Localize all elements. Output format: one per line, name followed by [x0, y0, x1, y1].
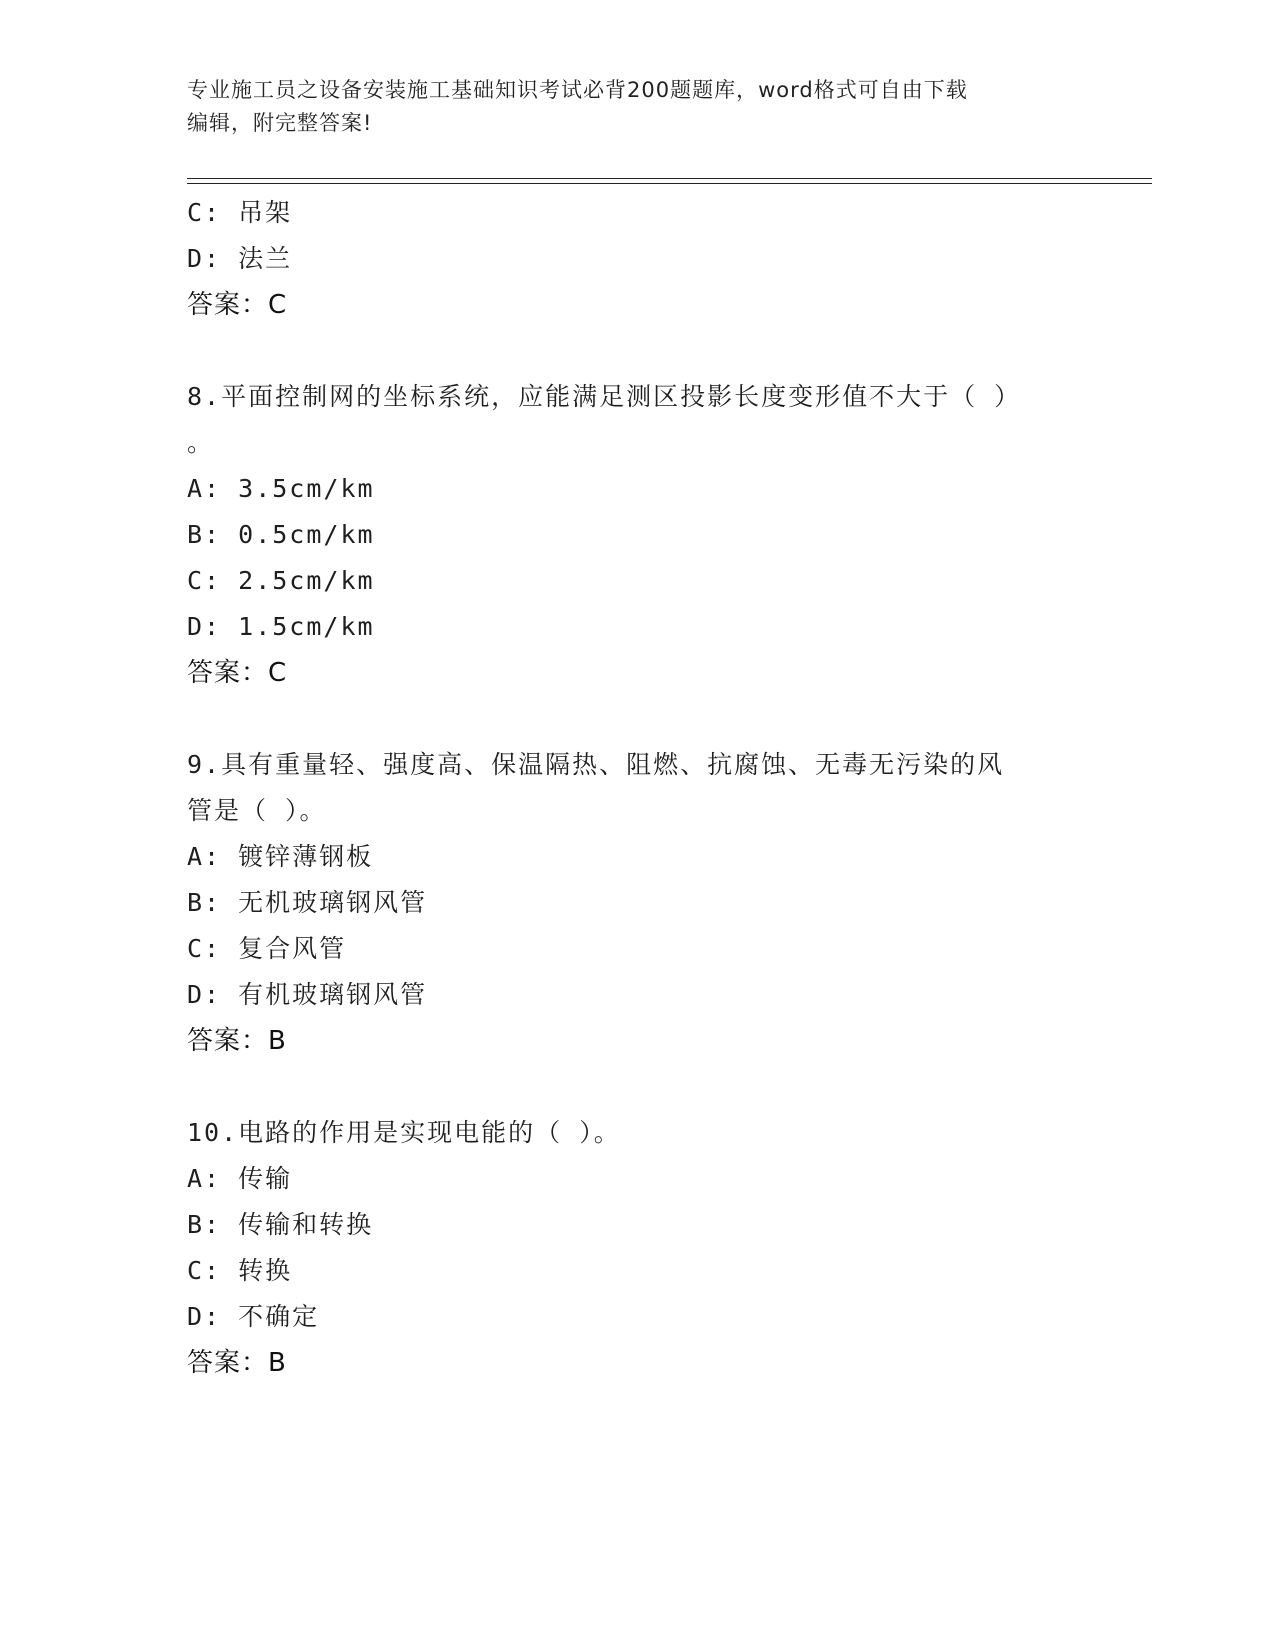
option-a: A: 3.5cm/km	[187, 474, 375, 503]
question-8	[187, 374, 1087, 696]
option-c: C: 2.5cm/km	[187, 566, 375, 595]
question-9	[187, 742, 1087, 1064]
option-a: A: 镀锌薄钢板	[187, 842, 374, 871]
option-a: A: 传输	[187, 1164, 293, 1193]
option-b: B: 无机玻璃钢风管	[187, 888, 428, 917]
answer-line: 答案：C	[187, 290, 288, 320]
option-c: C: 复合风管	[187, 934, 347, 963]
question-stem-cont: 管是（ ）。	[187, 796, 327, 825]
question-10	[187, 1110, 1087, 1386]
answer-line: 答案：C	[187, 658, 288, 688]
option-d: D: 法兰	[187, 244, 293, 273]
answer-line: 答案：B	[187, 1348, 287, 1378]
option-d: D: 有机玻璃钢风管	[187, 980, 428, 1009]
spacer	[187, 696, 1087, 742]
spacer	[187, 328, 1087, 374]
option-d: D: 不确定	[187, 1302, 320, 1331]
answer-line: 答案：B	[187, 1026, 287, 1056]
spacer	[187, 1064, 1087, 1110]
option-b: B: 传输和转换	[187, 1210, 374, 1239]
header-line-1: 专业施工员之设备安装施工基础知识考试必背200题题库，word格式可自由下载	[187, 78, 968, 102]
header-divider-bottom	[187, 183, 1152, 184]
question-stem: 10.电路的作用是实现电能的（ ）。	[187, 1118, 621, 1147]
document-header	[187, 74, 1067, 140]
previous-question-tail	[187, 190, 1087, 328]
header-line-2: 编辑，附完整答案!	[187, 111, 373, 135]
option-d: D: 1.5cm/km	[187, 612, 375, 641]
option-b: B: 0.5cm/km	[187, 520, 375, 549]
question-list	[187, 190, 1087, 1386]
question-stem: 8.平面控制网的坐标系统，应能满足测区投影长度变形值不大于（ ）	[187, 382, 1022, 411]
header-divider-top	[187, 178, 1152, 179]
option-c: C: 转换	[187, 1256, 293, 1285]
question-stem-cont: 。	[187, 428, 215, 457]
question-stem: 9.具有重量轻、强度高、保温隔热、阻燃、抗腐蚀、无毒无污染的风	[187, 750, 1005, 779]
option-c: C: 吊架	[187, 198, 293, 227]
